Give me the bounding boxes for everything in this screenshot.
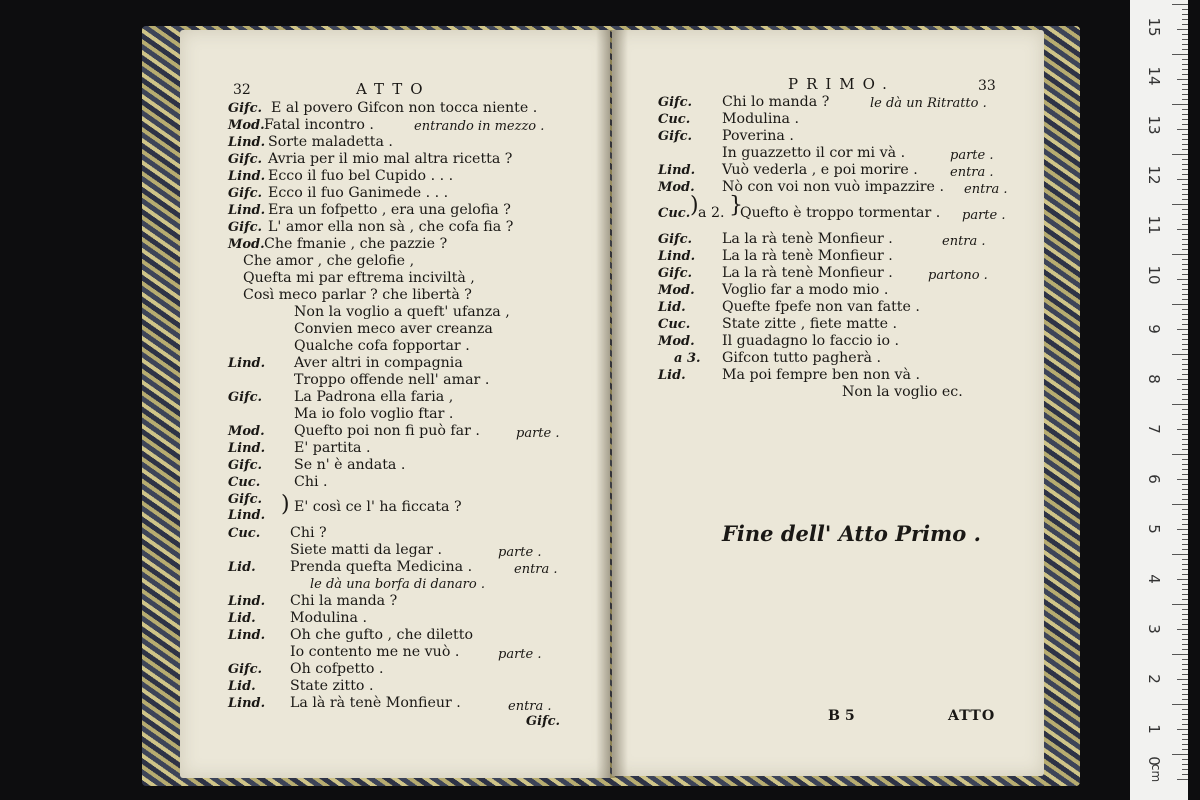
speaker: Lind. bbox=[228, 441, 266, 456]
dialogue-line: E' partita . bbox=[294, 440, 371, 456]
dialogue-line: La là rà tenè Monfieur . bbox=[290, 695, 461, 711]
ruler-tick bbox=[1182, 599, 1188, 600]
dialogue-line: State zitto . bbox=[290, 678, 374, 694]
ruler-tick bbox=[1182, 689, 1188, 690]
ruler-tick bbox=[1182, 364, 1188, 365]
ruler-tick bbox=[1182, 724, 1188, 725]
ruler-tick bbox=[1182, 584, 1188, 585]
ruler-tick bbox=[1182, 259, 1188, 260]
ruler-tick bbox=[1182, 399, 1188, 400]
ruler-tick bbox=[1182, 594, 1188, 595]
speaker: Mod. bbox=[658, 334, 695, 349]
ruler-tick bbox=[1182, 164, 1188, 165]
ruler-tick bbox=[1182, 234, 1188, 235]
ruler-tick bbox=[1172, 104, 1188, 105]
ruler-tick bbox=[1182, 269, 1188, 270]
speaker: Lid. bbox=[228, 679, 256, 694]
ruler-tick bbox=[1182, 739, 1188, 740]
ruler-tick bbox=[1182, 614, 1188, 615]
dialogue-line: Modulina . bbox=[290, 610, 367, 626]
ruler-tick bbox=[1182, 264, 1188, 265]
ruler-tick bbox=[1182, 194, 1188, 195]
speaker: Lind. bbox=[228, 169, 266, 184]
ruler-tick bbox=[1182, 389, 1188, 390]
ruler-tick bbox=[1182, 409, 1188, 410]
speaker: Cuc. bbox=[658, 317, 691, 332]
running-header: PRIMO. bbox=[788, 75, 895, 93]
ruler-tick bbox=[1182, 694, 1188, 695]
ruler-tick bbox=[1182, 574, 1188, 575]
ruler-label: 2 bbox=[1145, 674, 1163, 684]
ruler-tick bbox=[1177, 579, 1188, 580]
dialogue-line: Quefto poi non fi può far . bbox=[294, 423, 480, 439]
ruler-tick bbox=[1182, 439, 1188, 440]
stage-direction: entrando in mezzo . bbox=[414, 119, 545, 134]
ruler-tick bbox=[1182, 9, 1188, 10]
stage-direction: parte . bbox=[950, 148, 994, 163]
dialogue-line: Io contento me ne vuò . bbox=[290, 644, 460, 660]
ruler-tick bbox=[1182, 609, 1188, 610]
dialogue-line: In guazzetto il cor mi và . bbox=[722, 145, 906, 161]
ruler-tick bbox=[1177, 429, 1188, 430]
ruler-tick bbox=[1182, 444, 1188, 445]
speaker: Mod. bbox=[228, 118, 265, 133]
ruler-tick bbox=[1172, 754, 1188, 755]
ruler-tick bbox=[1172, 254, 1188, 255]
dialogue-line: Oh cofpetto . bbox=[290, 661, 384, 677]
ruler-tick bbox=[1182, 449, 1188, 450]
ruler-tick bbox=[1177, 329, 1188, 330]
ruler-tick bbox=[1182, 659, 1188, 660]
left-page bbox=[180, 30, 610, 778]
ruler-tick bbox=[1182, 714, 1188, 715]
book-gutter bbox=[596, 30, 628, 778]
ruler-tick bbox=[1182, 539, 1188, 540]
ruler-tick bbox=[1182, 69, 1188, 70]
dialogue-line: Ma poi fempre ben non và . bbox=[722, 367, 920, 383]
speaker: Gifc. bbox=[658, 95, 693, 110]
ruler-tick bbox=[1182, 319, 1188, 320]
stage-direction: partono . bbox=[928, 268, 988, 283]
stage-direction: parte . bbox=[962, 208, 1006, 223]
ruler-tick bbox=[1182, 734, 1188, 735]
ruler-tick bbox=[1182, 544, 1188, 545]
ruler-tick bbox=[1182, 219, 1188, 220]
ruler-tick bbox=[1182, 774, 1188, 775]
ruler-tick bbox=[1182, 619, 1188, 620]
speaker: Lid. bbox=[658, 368, 686, 383]
ruler-tick bbox=[1177, 479, 1188, 480]
dialogue-line: Avria per il mio mal altra ricetta ? bbox=[268, 151, 513, 167]
speaker: Gifc. bbox=[228, 220, 263, 235]
dialogue-line: Siete matti da legar . bbox=[290, 542, 442, 558]
ruler-tick bbox=[1182, 284, 1188, 285]
ruler-tick bbox=[1177, 279, 1188, 280]
speaker: Lind. bbox=[228, 594, 266, 609]
dialogue-line: Quefto è troppo tormentar . bbox=[740, 205, 941, 221]
speaker: Lind. bbox=[228, 628, 266, 643]
ruler-label: 7 bbox=[1145, 424, 1163, 434]
ruler-tick bbox=[1182, 759, 1188, 760]
brace: } bbox=[729, 193, 743, 218]
dialogue-line: La Padrona ella faria , bbox=[294, 389, 454, 405]
ruler-tick bbox=[1172, 704, 1188, 705]
speaker: Lind. bbox=[228, 203, 266, 218]
ruler-tick bbox=[1182, 414, 1188, 415]
ruler-tick bbox=[1182, 424, 1188, 425]
speaker: Gifc. bbox=[658, 266, 693, 281]
ruler-tick bbox=[1182, 764, 1188, 765]
ruler-label: 3 bbox=[1145, 624, 1163, 634]
speaker: Gifc. bbox=[228, 492, 263, 507]
ruler-tick bbox=[1182, 209, 1188, 210]
ruler-tick bbox=[1182, 294, 1188, 295]
ruler-tick bbox=[1182, 64, 1188, 65]
speaker: Lind. bbox=[658, 249, 696, 264]
ruler-tick bbox=[1172, 404, 1188, 405]
dialogue-line: Fatal incontro . bbox=[264, 117, 374, 133]
ruler-tick bbox=[1182, 644, 1188, 645]
ruler-tick bbox=[1172, 604, 1188, 605]
ruler-unit: cm bbox=[1149, 763, 1163, 783]
ruler-tick bbox=[1177, 179, 1188, 180]
ruler-tick bbox=[1182, 39, 1188, 40]
ruler-tick bbox=[1182, 514, 1188, 515]
ruler-tick bbox=[1172, 154, 1188, 155]
dialogue-line: L' amor ella non sà , che cofa fia ? bbox=[268, 219, 514, 235]
ruler-tick bbox=[1182, 119, 1188, 120]
ruler-tick bbox=[1182, 374, 1188, 375]
speaker: Gifc. bbox=[228, 101, 263, 116]
ruler-tick bbox=[1182, 524, 1188, 525]
speaker: a 3. bbox=[674, 351, 701, 366]
ruler-tick bbox=[1182, 499, 1188, 500]
ruler-tick bbox=[1182, 669, 1188, 670]
ruler-tick bbox=[1172, 54, 1188, 55]
stage-direction: parte . bbox=[498, 545, 542, 560]
speaker: Lid. bbox=[658, 300, 686, 315]
ruler-label: 4 bbox=[1145, 574, 1163, 584]
dialogue-line: Ma io folo voglio ftar . bbox=[294, 406, 454, 422]
ruler-tick bbox=[1182, 394, 1188, 395]
ruler-tick bbox=[1182, 509, 1188, 510]
ruler-tick bbox=[1182, 639, 1188, 640]
dialogue-line: Nò con voi non vuò impazzire . bbox=[722, 179, 944, 195]
act-ending: Fine dell' Atto Primo . bbox=[722, 521, 981, 546]
ruler-tick bbox=[1182, 324, 1188, 325]
ruler-tick bbox=[1177, 229, 1188, 230]
brace: ) bbox=[690, 193, 699, 218]
ruler-tick bbox=[1182, 564, 1188, 565]
ruler-tick bbox=[1182, 289, 1188, 290]
marker: a 2. bbox=[698, 205, 725, 221]
ruler-tick bbox=[1182, 134, 1188, 135]
ruler-tick bbox=[1182, 249, 1188, 250]
ruler-tick bbox=[1182, 649, 1188, 650]
ruler-tick bbox=[1182, 549, 1188, 550]
ruler-tick bbox=[1182, 174, 1188, 175]
dialogue-line: Troppo offende nell' amar . bbox=[294, 372, 490, 388]
stage-direction: entra . bbox=[964, 182, 1008, 197]
speaker: Mod. bbox=[228, 424, 265, 439]
dialogue-line: Quefta mi par eftrema inciviltà , bbox=[243, 270, 475, 286]
ruler-tick bbox=[1182, 169, 1188, 170]
speaker: Gifc. bbox=[228, 458, 263, 473]
dialogue-line: Che fmanie , che pazzie ? bbox=[264, 236, 448, 252]
catchword: ATTO bbox=[948, 708, 996, 724]
stage-direction: parte . bbox=[516, 426, 560, 441]
ruler-tick bbox=[1182, 589, 1188, 590]
ruler-tick bbox=[1182, 474, 1188, 475]
stage-direction: entra . bbox=[942, 234, 986, 249]
speaker: Lind. bbox=[228, 508, 266, 523]
ruler-tick bbox=[1182, 19, 1188, 20]
ruler-label: 5 bbox=[1145, 524, 1163, 534]
ruler-tick bbox=[1182, 214, 1188, 215]
dialogue-line: Quefte fpefe non van fatte . bbox=[722, 299, 920, 315]
dialogue-line: Se n' è andata . bbox=[294, 457, 406, 473]
ruler-tick bbox=[1172, 304, 1188, 305]
ruler-tick bbox=[1182, 719, 1188, 720]
ruler-tick bbox=[1172, 354, 1188, 355]
dialogue-line: Prenda quefta Medicina . bbox=[290, 559, 473, 575]
ruler-tick bbox=[1182, 489, 1188, 490]
ruler-tick bbox=[1182, 749, 1188, 750]
ruler-tick bbox=[1182, 114, 1188, 115]
dialogue-line: Chi . bbox=[294, 474, 328, 490]
measurement-ruler bbox=[1130, 0, 1188, 800]
speaker: Cuc. bbox=[228, 526, 261, 541]
dialogue-line: La la rà tenè Monfieur . bbox=[722, 231, 893, 247]
ruler-tick bbox=[1182, 49, 1188, 50]
ruler-tick bbox=[1182, 74, 1188, 75]
ruler-label: 6 bbox=[1145, 474, 1163, 484]
page-number: 33 bbox=[978, 78, 996, 94]
speaker: Lind. bbox=[228, 356, 266, 371]
dialogue-line: Così meco parlar ? che libertà ? bbox=[243, 287, 472, 303]
ruler-tick bbox=[1182, 34, 1188, 35]
speaker: Cuc. bbox=[658, 206, 691, 221]
speaker: Gifc. bbox=[228, 662, 263, 677]
dialogue-line: Non la voglio ec. bbox=[842, 384, 963, 400]
ruler-label: 15 bbox=[1145, 17, 1163, 37]
ruler-tick bbox=[1177, 729, 1188, 730]
ruler-tick bbox=[1177, 679, 1188, 680]
ruler-label: 0 bbox=[1145, 756, 1163, 766]
dialogue-line: Sorte maladetta . bbox=[268, 134, 393, 150]
ruler-label: 13 bbox=[1145, 115, 1163, 135]
page-number: 32 bbox=[233, 82, 251, 98]
dialogue-line: La la rà tenè Monfieur . bbox=[722, 265, 893, 281]
ruler-tick bbox=[1172, 4, 1188, 5]
ruler-tick bbox=[1182, 334, 1188, 335]
ruler-tick bbox=[1172, 554, 1188, 555]
ruler-tick bbox=[1182, 369, 1188, 370]
ruler-tick bbox=[1182, 144, 1188, 145]
speaker: Gifc. bbox=[228, 390, 263, 405]
stage-direction: entra . bbox=[514, 562, 558, 577]
ruler-tick bbox=[1182, 159, 1188, 160]
ruler-tick bbox=[1182, 224, 1188, 225]
brace: ) bbox=[281, 492, 290, 517]
ruler-tick bbox=[1182, 534, 1188, 535]
ruler-label: 1 bbox=[1145, 724, 1163, 734]
ruler-tick bbox=[1182, 189, 1188, 190]
dialogue-line: Modulina . bbox=[722, 111, 799, 127]
ruler-tick bbox=[1182, 434, 1188, 435]
dialogue-line: Chi la manda ? bbox=[290, 593, 398, 609]
dialogue-line: Qualche cofa fopportar . bbox=[294, 338, 470, 354]
speaker: Mod. bbox=[228, 237, 265, 252]
dialogue-line: E al povero Gifcon non tocca niente . bbox=[271, 100, 538, 116]
ruler-tick bbox=[1182, 519, 1188, 520]
dialogue-line: Non la voglio a queft' ufanza , bbox=[294, 304, 510, 320]
dialogue-line: State zitte , fiete matte . bbox=[722, 316, 898, 332]
ruler-tick bbox=[1182, 109, 1188, 110]
ruler-tick bbox=[1182, 459, 1188, 460]
ruler-label: 12 bbox=[1145, 165, 1163, 185]
ruler-tick bbox=[1182, 684, 1188, 685]
ruler-tick bbox=[1182, 699, 1188, 700]
ruler-tick bbox=[1182, 239, 1188, 240]
speaker: Lind. bbox=[658, 163, 696, 178]
ruler-tick bbox=[1182, 44, 1188, 45]
ruler-label: 14 bbox=[1145, 66, 1163, 86]
speaker: Lid. bbox=[228, 560, 256, 575]
ruler-tick bbox=[1182, 139, 1188, 140]
stage-direction: entra . bbox=[950, 165, 994, 180]
ruler-tick bbox=[1182, 709, 1188, 710]
dialogue-line: Gifcon tutto pagherà . bbox=[722, 350, 881, 366]
speaker: Gifc. bbox=[228, 186, 263, 201]
ruler-label: 8 bbox=[1145, 374, 1163, 384]
ruler-tick bbox=[1182, 419, 1188, 420]
dialogue-line: Aver altri in compagnia bbox=[294, 355, 463, 371]
ruler-tick bbox=[1182, 464, 1188, 465]
ruler-tick bbox=[1182, 244, 1188, 245]
ruler-tick bbox=[1182, 494, 1188, 495]
ruler-tick bbox=[1182, 14, 1188, 15]
ruler-tick bbox=[1182, 469, 1188, 470]
ruler-tick bbox=[1182, 99, 1188, 100]
ruler-label: 9 bbox=[1145, 324, 1163, 334]
dialogue-line: Chi lo manda ? bbox=[722, 94, 830, 110]
ruler-tick bbox=[1182, 344, 1188, 345]
ruler-tick bbox=[1182, 84, 1188, 85]
ruler-tick bbox=[1177, 629, 1188, 630]
ruler-tick bbox=[1182, 634, 1188, 635]
ruler-tick bbox=[1177, 529, 1188, 530]
ruler-tick bbox=[1177, 79, 1188, 80]
speaker: Gifc. bbox=[228, 152, 263, 167]
dialogue-line: Il guadagno lo faccio io . bbox=[722, 333, 900, 349]
speaker: Gifc. bbox=[658, 232, 693, 247]
speaker: Lind. bbox=[228, 135, 266, 150]
dialogue-line: E' così ce l' ha ficcata ? bbox=[294, 499, 462, 515]
ruler-tick bbox=[1182, 744, 1188, 745]
ruler-tick bbox=[1182, 59, 1188, 60]
dialogue-line: Era un fofpetto , era una gelofia ? bbox=[268, 202, 511, 218]
ruler-tick bbox=[1172, 454, 1188, 455]
dialogue-line: La la rà tenè Monfieur . bbox=[722, 248, 893, 264]
speaker: Cuc. bbox=[228, 475, 261, 490]
ruler-tick bbox=[1182, 89, 1188, 90]
ruler-tick bbox=[1177, 779, 1188, 780]
ruler-tick bbox=[1182, 24, 1188, 25]
ruler-tick bbox=[1182, 339, 1188, 340]
ruler-tick bbox=[1182, 624, 1188, 625]
ruler-tick bbox=[1182, 94, 1188, 95]
speaker: Gifc. bbox=[658, 129, 693, 144]
dialogue-line: Ecco il fuo Ganimede . . . bbox=[268, 185, 449, 201]
ruler-tick bbox=[1182, 124, 1188, 125]
ruler-tick bbox=[1182, 359, 1188, 360]
ruler-tick bbox=[1182, 674, 1188, 675]
right-page bbox=[612, 30, 1044, 776]
ruler-tick bbox=[1172, 504, 1188, 505]
ruler-tick bbox=[1182, 559, 1188, 560]
dialogue-line: Vuò vederla , e poi morire . bbox=[722, 162, 918, 178]
ruler-tick bbox=[1182, 309, 1188, 310]
catchword: Gifc. bbox=[526, 714, 561, 729]
ruler-tick bbox=[1172, 654, 1188, 655]
speaker: Cuc. bbox=[658, 112, 691, 127]
speaker: Mod. bbox=[658, 283, 695, 298]
ruler-tick bbox=[1182, 199, 1188, 200]
dialogue-line: Oh che gufto , che diletto bbox=[290, 627, 473, 643]
ruler-tick bbox=[1182, 769, 1188, 770]
ruler-label: 11 bbox=[1145, 215, 1163, 235]
signature-mark: B 5 bbox=[828, 708, 855, 724]
stage-direction: entra . bbox=[508, 699, 552, 714]
stage-direction: le dà una borfa di danaro . bbox=[310, 577, 485, 592]
ruler-label: 10 bbox=[1145, 265, 1163, 285]
ruler-tick bbox=[1177, 29, 1188, 30]
stage-direction: parte . bbox=[498, 647, 542, 662]
ruler-tick bbox=[1182, 484, 1188, 485]
ruler-tick bbox=[1172, 204, 1188, 205]
running-header: ATTO bbox=[356, 80, 431, 98]
dialogue-line: Ecco il fuo bel Cupido . . . bbox=[268, 168, 454, 184]
ruler-tick bbox=[1182, 384, 1188, 385]
speaker: Lind. bbox=[228, 696, 266, 711]
ruler-tick bbox=[1182, 149, 1188, 150]
ruler-tick bbox=[1182, 184, 1188, 185]
ruler-tick bbox=[1182, 664, 1188, 665]
ruler-tick bbox=[1182, 314, 1188, 315]
dialogue-line: Convien meco aver creanza bbox=[294, 321, 493, 337]
ruler-tick bbox=[1182, 349, 1188, 350]
ruler-tick bbox=[1182, 569, 1188, 570]
dialogue-line: Chi ? bbox=[290, 525, 327, 541]
dialogue-line: Che amor , che gelofie , bbox=[243, 253, 415, 269]
ruler-tick bbox=[1177, 129, 1188, 130]
speaker: Mod. bbox=[658, 180, 695, 195]
ruler-tick bbox=[1177, 379, 1188, 380]
speaker: Lid. bbox=[228, 611, 256, 626]
stage-direction: le dà un Ritratto . bbox=[870, 96, 987, 111]
ruler-tick bbox=[1182, 299, 1188, 300]
dialogue-line: Voglio far a modo mio . bbox=[722, 282, 889, 298]
ruler-tick bbox=[1182, 274, 1188, 275]
dialogue-line: Poverina . bbox=[722, 128, 794, 144]
